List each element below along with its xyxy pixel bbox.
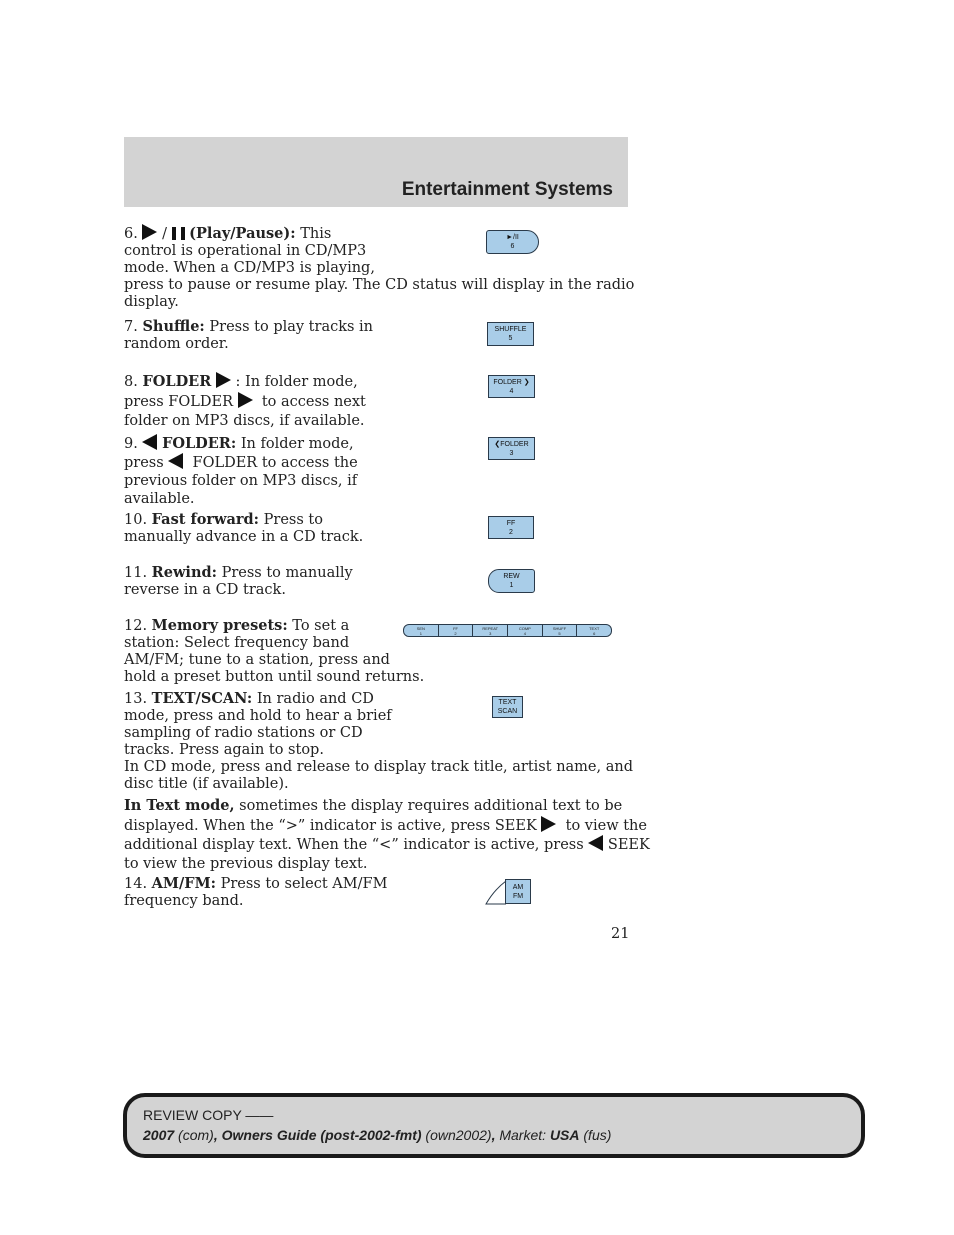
section-header-band [124,137,628,207]
play-icon [142,224,157,240]
folder-next-item: 8. FOLDER : In folder mode, press FOLDER to access next folder on MP3 discs, if available. [124,373,366,429]
preset-button-2[interactable]: FF 2 [439,625,474,636]
shuffle-item: 7. Shuffle: Press to play tracks in random order. [124,318,374,352]
memory-presets-item: 12. Memory presets: To set a station: Select frequency band AM/FM; tune to a station, press and hold a preset button until sound returns. [124,617,425,685]
am-fm-button-curve [484,880,508,906]
rewind-button[interactable]: REW 1 [488,569,535,593]
folder-next-arrow-icon [216,372,231,388]
folder-next-arrow-icon [238,392,253,408]
seek-forward-icon [541,816,556,832]
folder-prev-button[interactable]: ❮FOLDER 3 [488,437,535,460]
preset-button-6[interactable]: TEXT 6 [589,626,600,636]
rewind-item: 11. Rewind: Press to manually reverse in a CD track. [124,564,353,598]
folder-prev-arrow-icon [142,434,157,450]
memory-preset-bar [403,624,612,637]
page-number: 21 [611,926,630,942]
preset-button-1[interactable]: SEN 1 [404,625,439,636]
play-pause-item: 6. / (Play/Pause): This control is operational in CD/MP3 mode. When a CD/MP3 is playing, press to pause or resume play. The CD status will display in the radio display. [124,225,635,310]
text-scan-item: 13. TEXT/SCAN: In radio and CD mode, press and hold to hear a brief sampling of radio stations or CD tracks. Press again to stop. In CD mode, press and release to display track title, artist name, and disc title (if available). [124,690,633,792]
am-fm-button[interactable]: AM FM [505,879,531,904]
play-pause-button[interactable]: ►/II 6 [486,230,539,254]
fast-forward-item: 10. Fast forward: Press to manually advance in a CD track. [124,511,364,545]
footer-document-info: 2007 (com), Owners Guide (post-2002-fmt) (own2002), Market: USA (fus) [143,1127,612,1143]
fast-forward-button[interactable]: FF 2 [488,516,534,539]
am-fm-item: 14. AM/FM: Press to select AM/FM frequency band. [124,875,388,909]
preset-button-5[interactable]: SHUFF 5 [543,625,578,636]
footer-review-copy: REVIEW COPY —— [143,1107,274,1123]
folder-prev-arrow-icon [168,453,183,469]
play-pause-label: (Play/Pause): [189,225,296,242]
seek-back-icon [588,835,603,851]
preset-button-3[interactable]: REPEAT 3 [473,625,508,636]
preset-button-4[interactable]: COMP 4 [508,625,543,636]
folder-prev-item: 9. FOLDER: In folder mode, press FOLDER to access the previous folder on MP3 discs, if available. [124,435,358,507]
text-scan-button[interactable]: TEXT SCAN [492,696,523,718]
folder-next-button[interactable]: FOLDER ❯ 4 [488,375,535,398]
section-title: Entertainment Systems [401,179,613,200]
review-copy-footer [123,1093,865,1158]
shuffle-button[interactable]: SHUFFLE 5 [487,322,534,346]
text-mode-paragraph: In Text mode, sometimes the display requires additional text to be displayed. When the “>” indicator is active, press SEEK to view the additional display text. When the “<” indicator is active, press SEEK to view the previous display text. [124,797,650,872]
pause-icon [172,227,185,240]
